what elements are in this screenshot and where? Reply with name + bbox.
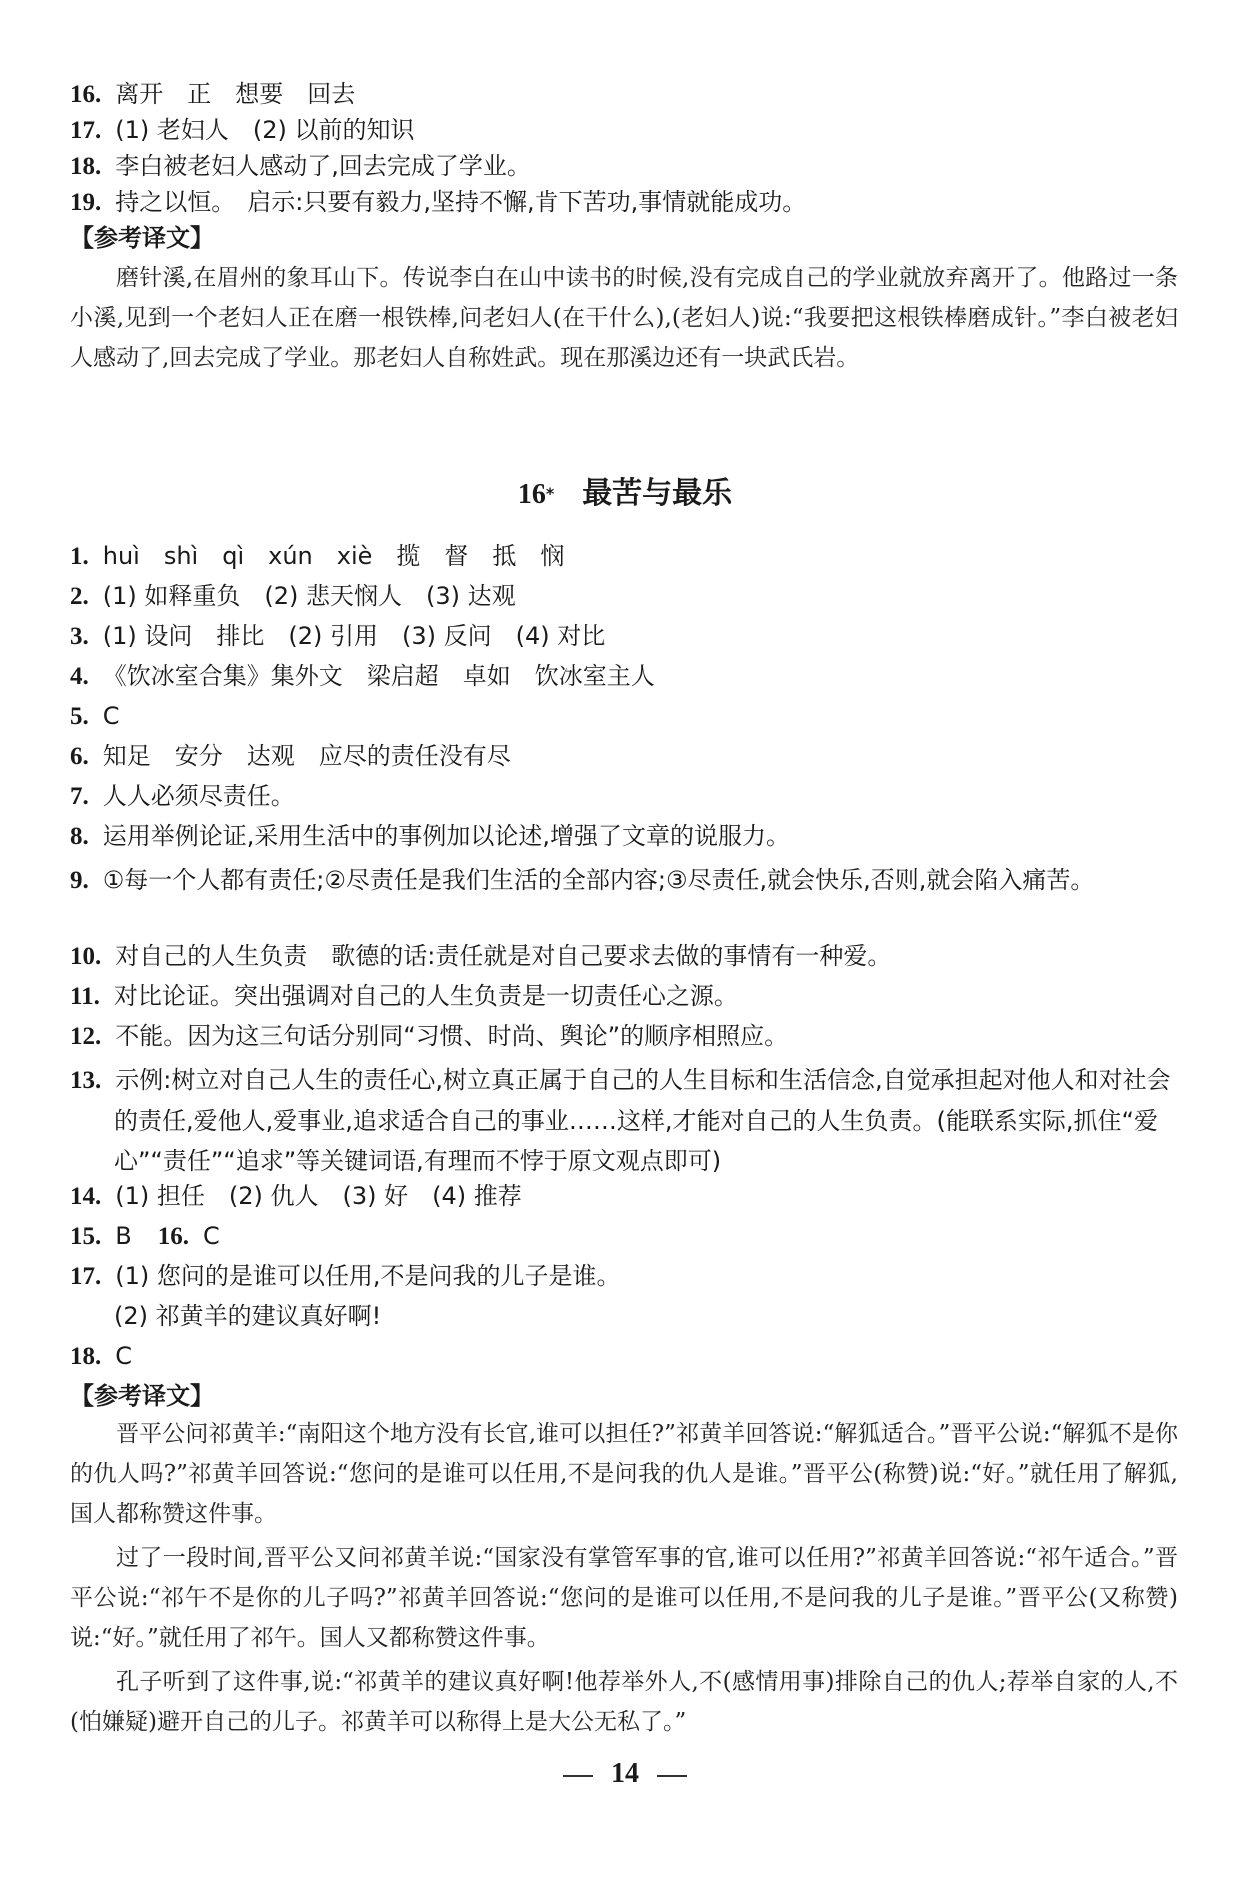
reference-translation-paragraph: 孔子听到了这件事,说:“祁黄羊的建议真好啊!他荐举外人,不(感情用事)排除自己的仇人;荐举自家的人,不(怕嫌疑)避开自己的儿子。祁黄羊可以称得上是大公无私了。” — [70, 1669, 1178, 1735]
answer-number: 18. — [70, 153, 102, 180]
answer-number: 16. — [70, 81, 102, 108]
answer-number: 17. — [70, 1263, 102, 1290]
answer-number: 2. — [70, 583, 89, 610]
answer-number: 19. — [70, 189, 102, 216]
footer-dash-left — [563, 1775, 593, 1777]
reference-translation-heading: 【参考译文】 — [70, 224, 214, 252]
answer-number: 10. — [70, 943, 102, 970]
lesson-title — [0, 474, 1250, 515]
answer-text: (1) 设问 排比 (2) 引用 (3) 反问 (4) 对比 — [102, 622, 606, 650]
answer-text: C — [102, 702, 120, 730]
answer-number: 16. — [157, 1223, 189, 1250]
answer-number: 8. — [70, 823, 89, 850]
answer-number: 3. — [70, 623, 89, 650]
answer-item — [70, 78, 1190, 111]
reference-translation-text: 磨针溪,在眉州的象耳山下。传说李白在山中读书的时候,没有完成自己的学业就放弃离开了。他路过一条小溪,见到一个老妇人正在磨一根铁棒,问老妇人(在干什么),(老妇人)说:“我要把这根铁棒磨成针。”李白被老妇人感动了,回去完成了学业。那老妇人自称姓武。现在那溪边还有一块武氏岩。 — [70, 265, 1178, 371]
answer-item — [70, 740, 1190, 773]
answer-number: 1. — [70, 543, 89, 570]
reference-translation-paragraph: 晋平公问祁黄羊:“南阳这个地方没有长官,谁可以担任?”祁黄羊回答说:“解狐适合。”晋平公说:“解狐不是你的仇人吗?”祁黄羊回答说:“您问的是谁可以任用,不是问我的仇人是谁。”晋平公(称赞)说:“好。”就任用了解狐,国人都称赞这件事。 — [70, 1421, 1178, 1527]
answer-item — [70, 820, 1190, 853]
answer-text: 知足 安分 达观 应尽的责任没有尽 — [102, 742, 511, 770]
answer-number: 14. — [70, 1183, 102, 1210]
answer-number: 9. — [70, 867, 89, 894]
answer-item — [70, 1020, 1190, 1053]
answer-text: (1) 如释重负 (2) 悲天悯人 (3) 达观 — [102, 582, 516, 610]
answer-number: 6. — [70, 743, 89, 770]
answer-text: 示例:树立对自己人生的责任心,树立真正属于自己的人生目标和生活信念,自觉承担起对他人和对社会的责任,爱他人,爱事业,追求适合自己的事业……这样,才能对自己的人生负责。(能联系实际,抓住“爱心”“责任”“追求”等关键词语,有理而不悖于原文观点即可) — [114, 1066, 1171, 1175]
answer-text: 《饮冰室合集》集外文 梁启超 卓如 饮冰室主人 — [102, 662, 655, 690]
lesson-mark: * — [545, 484, 555, 503]
lesson-number: 16 — [517, 479, 546, 510]
answer-text: (1) 担任 (2) 仇人 (3) 好 (4) 推荐 — [115, 1182, 522, 1210]
answer-subitem: (2) 祁黄羊的建议真好啊! — [114, 1302, 382, 1330]
answer-text: (1) 您问的是谁可以任用,不是问我的儿子是谁。 — [115, 1262, 621, 1290]
answer-number: 4. — [70, 663, 89, 690]
reference-translation-heading: 【参考译文】 — [70, 1382, 214, 1410]
answer-item — [70, 186, 1190, 219]
answer-number: 12. — [70, 1023, 102, 1050]
footer-dash-right — [657, 1775, 687, 1777]
answer-item — [70, 940, 1190, 973]
answer-text: C — [115, 1342, 133, 1370]
lesson-name: 最苦与最乐 — [582, 476, 733, 511]
answer-text: 运用举例论证,采用生活中的事例加以论述,增强了文章的说服力。 — [102, 822, 791, 850]
answer-text: 不能。因为这三句话分别同“习惯、时尚、舆论”的顺序相照应。 — [115, 1022, 789, 1050]
answer-number: 7. — [70, 783, 89, 810]
answer-text: B — [115, 1222, 132, 1250]
answer-number: 17. — [70, 117, 102, 144]
answer-number: 5. — [70, 703, 89, 730]
answer-text: C — [202, 1222, 220, 1250]
answer-number: 18. — [70, 1343, 102, 1370]
answer-item — [70, 150, 1190, 183]
answer-number: 11. — [70, 983, 100, 1010]
answer-text: 对自己的人生负责 歌德的话:责任就是对自己要求去做的事情有一种爱。 — [115, 942, 892, 970]
answer-number: 13. — [70, 1067, 102, 1094]
answer-text: 离开 正 想要 回去 — [115, 80, 356, 108]
answer-text: huì shì qì xún xiè 揽 督 抵 悯 — [102, 542, 565, 570]
answer-text: ①每一个人都有责任;②尽责任是我们生活的全部内容;③尽责任,就会快乐,否则,就会陷入痛苦。 — [102, 866, 1095, 894]
answer-item — [70, 620, 1190, 653]
answer-text: 持之以恒。 启示:只要有毅力,坚持不懈,肯下苦功,事情就能成功。 — [115, 188, 807, 216]
answer-item — [70, 114, 1190, 147]
answer-item — [70, 540, 1190, 573]
answer-text: 李白被老妇人感动了,回去完成了学业。 — [115, 152, 531, 180]
answer-item — [70, 1060, 1190, 1181]
answer-text: 对比论证。突出强调对自己的人生负责是一切责任心之源。 — [113, 982, 738, 1010]
answer-item — [70, 1260, 1190, 1293]
answer-text: (1) 老妇人 (2) 以前的知识 — [115, 116, 415, 144]
answer-item — [70, 700, 1190, 733]
answer-number: 15. — [70, 1223, 102, 1250]
answer-item — [70, 1220, 1190, 1253]
answer-item — [70, 1340, 1190, 1373]
answer-item — [70, 980, 1190, 1013]
answer-item — [70, 580, 1190, 613]
answer-item — [70, 660, 1190, 693]
page-footer — [0, 1758, 1250, 1790]
answer-item — [70, 780, 1190, 813]
answer-text: 人人必须尽责任。 — [102, 782, 295, 810]
page-number: 14 — [611, 1758, 639, 1789]
reference-translation-paragraph: 过了一段时间,晋平公又问祁黄羊说:“国家没有掌管军事的官,谁可以任用?”祁黄羊回答说:“祁午适合。”晋平公说:“祁午不是你的儿子吗?”祁黄羊回答说:“您问的是谁可以任用,不是问我的儿子是谁。”晋平公(又称赞)说:“好。”就任用了祁午。国人又都称赞这件事。 — [70, 1545, 1178, 1651]
answer-item — [70, 1180, 1190, 1213]
answer-item — [70, 860, 1190, 901]
